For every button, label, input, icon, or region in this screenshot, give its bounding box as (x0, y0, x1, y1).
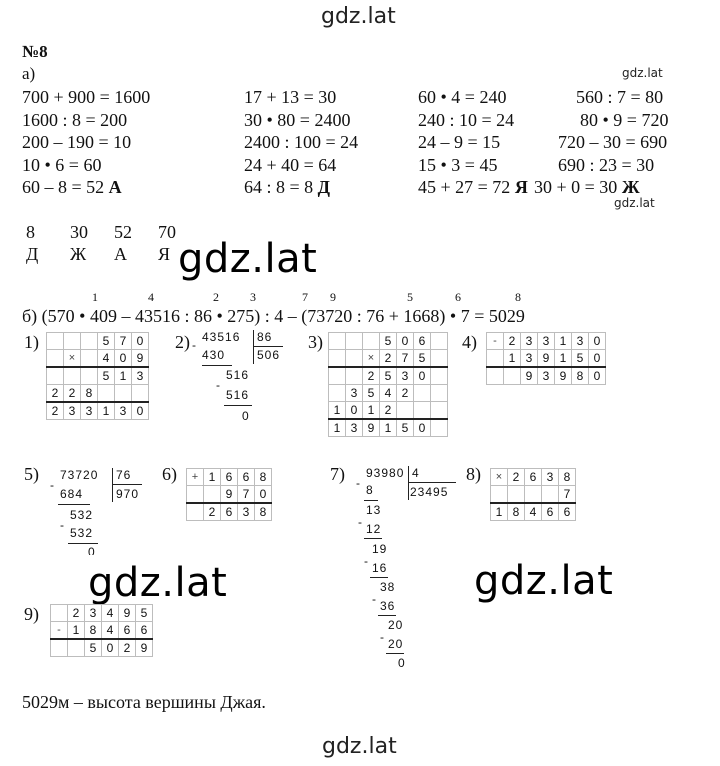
division-7-line-2: 13 (366, 503, 382, 517)
key-number-3: 52 (114, 222, 132, 242)
division-7-line-5: 16 (372, 561, 388, 575)
order-mark-6: 9 (330, 290, 336, 304)
division-2-line-3: 516 (226, 388, 250, 402)
key-number-2: 30 (70, 222, 88, 242)
watermark-bottom: gdz.lat (322, 734, 397, 759)
step-label-2: 2) (175, 332, 190, 352)
subtraction-grid-9: 2 3 4 9 5 - 1 8 4 6 6 5 0 2 9 (50, 604, 153, 657)
step-label-1: 1) (24, 332, 39, 352)
step-label-6: 6) (162, 464, 177, 484)
step-label-3: 3) (308, 332, 323, 352)
letter-ya: Я (514, 177, 528, 197)
letter-d: Д (317, 177, 331, 197)
key-letter-4: Я (158, 244, 171, 264)
division-2-dividend: 43516 (202, 330, 241, 344)
watermark-big-2: gdz.lat (88, 560, 228, 606)
part-a-label: а) (22, 64, 36, 83)
order-mark-9: 8 (515, 290, 521, 304)
order-mark-7: 5 (407, 290, 413, 304)
division-7-dividend: 93980 (366, 466, 405, 480)
part-a-col1: 700 + 900 = 1600 1600 : 8 = 200 200 – 190 = 10 10 • 6 = 60 60 – 8 = 52 А (22, 87, 151, 197)
division-7-line-1: 8 (366, 483, 374, 497)
division-7-quotient: 23495 (410, 485, 449, 499)
watermark-small-2: gdz.lat (614, 196, 655, 210)
division-2-line-1: 430 (202, 348, 226, 362)
step-label-8: 8) (466, 464, 481, 484)
step-label-7: 7) (330, 464, 345, 484)
division-5-dividend: 73720 (60, 468, 99, 482)
order-mark-8: 6 (455, 290, 461, 304)
division-5-quotient: 970 (116, 487, 140, 501)
letter-zh: Ж (621, 177, 640, 197)
order-mark-1: 1 (92, 290, 98, 304)
division-2-quotient: 506 (257, 348, 281, 362)
answer-text: 5029м – высота вершины Джая. (22, 692, 266, 712)
key-letter-1: Д (26, 244, 39, 264)
division-7-line-7: 36 (380, 599, 396, 613)
division-2-divisor: 86 (257, 330, 273, 344)
key-letter-2: Ж (70, 244, 87, 264)
multiplication-grid-8: × 2 6 3 8 7 1 8 4 6 6 (490, 468, 576, 521)
division-5-line-2: 532 (70, 508, 94, 522)
watermark-big-1: gdz.lat (178, 236, 318, 282)
part-a-col4: 560 : 7 = 80 80 • 9 = 720 720 – 30 = 690 690 : 23 = 30 30 + 0 = 30 Ж (534, 87, 669, 197)
key-letter-3: А (114, 244, 127, 264)
multiplication-grid-1: 5 7 0 × 4 0 9 5 1 3 2 2 8 2 3 3 1 3 0 (46, 332, 149, 420)
letter-a: А (108, 177, 122, 197)
division-7-divisor: 4 (412, 466, 420, 480)
order-mark-2: 4 (148, 290, 154, 304)
division-5-divisor: 76 (116, 468, 132, 482)
division-7-line-9: 20 (388, 637, 404, 651)
task-number: №8 (22, 42, 48, 61)
division-7-line-8: 20 (388, 618, 404, 632)
division-7-line-10: 0 (398, 656, 406, 670)
division-5-line-3: 532 (70, 526, 94, 540)
division-2-line-4: 0 (242, 409, 250, 423)
subtraction-grid-4: - 2 3 3 1 3 0 1 3 9 1 5 0 9 3 9 8 0 (486, 332, 606, 385)
step-label-4: 4) (462, 332, 477, 352)
division-7-line-4: 19 (372, 542, 388, 556)
watermark-top: gdz.lat (321, 4, 396, 29)
key-number-4: 70 (158, 222, 176, 242)
addition-grid-6: + 1 6 6 8 9 7 0 2 6 3 8 (186, 468, 272, 521)
division-7-line-3: 12 (366, 522, 382, 536)
part-a-col2: 17 + 13 = 30 30 • 80 = 2400 2400 : 100 = 24 24 + 40 = 64 64 : 8 = 8 Д (244, 87, 359, 197)
division-5-line-4: 0 (88, 545, 96, 555)
watermark-small-1: gdz.lat (622, 66, 663, 80)
part-b-expression: б) (570 • 409 – 43516 : 86 • 275) : 4 – (73720 : 76 + 1668) • 7 = 5029 (22, 306, 525, 326)
step-label-5: 5) (24, 464, 39, 484)
division-2-line-2: 516 (226, 368, 250, 382)
step-label-9: 9) (24, 604, 39, 624)
division-7-line-6: 38 (380, 580, 396, 594)
division-5-line-1: 684 (60, 487, 84, 501)
key-number-1: 8 (26, 222, 35, 242)
order-mark-3: 2 (213, 290, 219, 304)
watermark-big-3: gdz.lat (474, 558, 614, 604)
order-mark-5: 7 (302, 290, 308, 304)
multiplication-grid-3: 5 0 6 × 2 7 5 2 5 3 0 3 5 4 2 1 0 1 2 1 3 9 1 5 0 (328, 332, 448, 437)
part-a-col3: 60 • 4 = 240 240 : 10 = 24 24 – 9 = 15 15 • 3 = 45 45 + 27 = 72 Я (418, 87, 528, 197)
order-mark-4: 3 (250, 290, 256, 304)
